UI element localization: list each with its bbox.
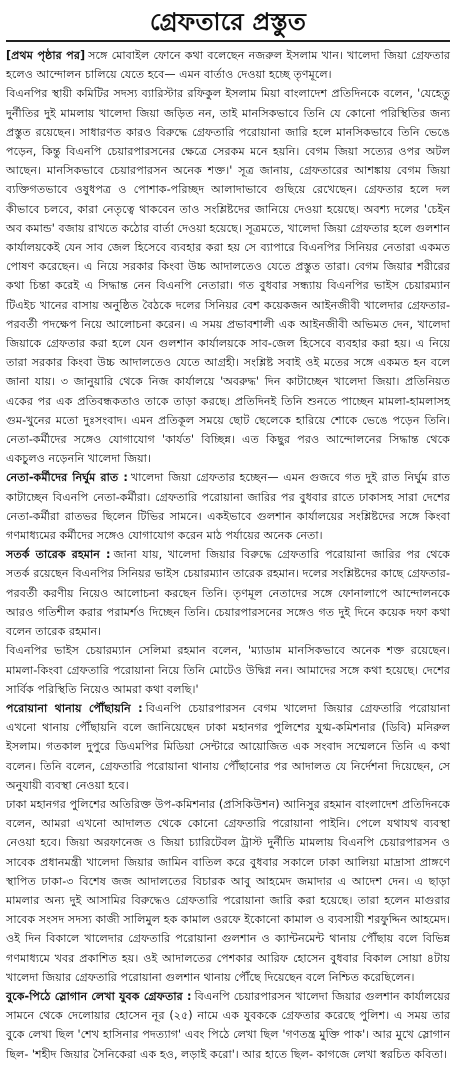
paragraph-text: জানা যায়, খালেদা জিয়ার বিরুদ্ধে গ্রেফতারি পরোয়ানা জারির পর থেকে সতর্ক রয়েছেন বিএনপির সিনিয়র ভাইস চেয়ারম্যান তারেক রহমান। দলের সংশ্লিষ্টদের কাছে গ্রেফতার-পরবর্তী করণীয় নিয়েও আলোচনা করছেন তিনি। তৃণমূল নেতাদের সঙ্গে ফোনালাপে আন্দোলনকে আরও গতিশীল করার পরামর্শও দিচ্ছেন তিনি। চেয়ারপারসনের সঙ্গেও গত দুই দিনে কয়েক দফা কথা বলেন তারেক রহমান।	[6, 548, 450, 639]
paragraph-text: বিএনপির ভাইস চেয়ারম্যান সেলিমা রহমান বলেন, 'ম্যাডাম মানসিকভাবে অনেক শক্ত রয়েছেন। মামলা-কিংবা গ্রেফতারি পরোয়ানা নিয়ে তিনি মোটেও উদ্বিগ্ন নন। আমাদের সঙ্গে কথা হয়েছে। দেশের সার্বিক পরিস্থিতি নিয়েও আমরা কথা বলছি।'	[6, 644, 450, 696]
article-body	[6, 46, 450, 1064]
article-paragraph	[6, 699, 450, 795]
article-paragraph	[6, 641, 450, 699]
article-paragraph	[6, 46, 450, 84]
subheading-sleepless-night: নেতা-কর্মীদের নির্ঘুম রাত :	[6, 471, 128, 485]
paragraph-text: সঙ্গে মোবাইল ফোনে কথা বলেছেন নজরুল ইসলাম খান। খালেদা জিয়া গ্রেফতার হলেও আন্দোলন চালিয়ে যেতে হবে— এমন বার্তাও দেওয়া হচ্ছে তৃণমূলে।	[6, 49, 450, 82]
paragraph-text: খালেদা জিয়া গ্রেফতার হচ্ছেন— এমন গুজবে গত দুই রাত নির্ঘুম রাত কাটাচ্ছেন বিএনপি নেতা-কর্মীরা। গ্রেফতারি পরোয়ানা জারির পর বুধবার রাতে ঢাকাসহ সারা দেশের নেতা-কর্মীরা রাতভর ছিলেন টিভির সামনে। একইভাবে গুলশান কার্যালয়ের সংশ্লিষ্টদের সঙ্গে কিংবা গণমাধ্যমের কর্মীদের সঙ্গেও যোগাযোগ করেন মাঠ পর্যায়ের অনেক নেতা।	[6, 471, 450, 543]
article-headline: গ্রেফতারে প্রস্তুত	[149, 8, 307, 36]
subheading-tarique-alert: সতর্ক তারেক রহমান :	[6, 548, 111, 562]
paragraph-text: বিএনপির স্থায়ী কমিটির সদস্য ব্যারিস্টার রফিকুল ইসলাম মিয়া বাংলাদেশ প্রতিদিনকে বলেন, 'যেহেতু দুর্নীতির দুই মামলায় খালেদা জিয়া জড়িত নন, তাই মানসিকভাবে তিনি যে কোনো পরিস্থিতির জন্য প্রস্তুত রয়েছেন। সাধারণত কারও বিরুদ্ধে গ্রেফতারি পরোয়ানা জারি হলে মানসিকভাবে তিনি ভেঙে পড়েন, কিন্তু বিএনপি চেয়ারপারসনের ক্ষেত্রে সেরকম মনে হয়নি। বেগম জিয়া সত্যের ওপর অটল আছেন। মানসিকভাবে চেয়ারপারসন অনেক শক্ত।' সূত্র জানায়, গ্রেফতারের আশঙ্কায় বেগম জিয়া ব্যক্তিগতভাবে ওষুধপত্র ও পোশাক-পরিচ্ছদ আলাদাভাবে গুছিয়ে রেখেছেন। গ্রেফতার হলে দল কীভাবে চলবে, কারা নেতৃত্বে থাকবেন তাও সংশ্লিষ্টদের জানিয়ে দেওয়া হয়েছে। অবশ্য দলের 'চেইন অব কমান্ড' বজায় রাখতে কঠোর বার্তা দেওয়া হয়েছে। সূত্রমতে, খালেদা জিয়া গ্রেফতার হলে গুলশান কার্যালয়কেই যেন সাব জেল হিসেবে ব্যবহার করা হয় সে ব্যাপারে বিএনপির সিনিয়র নেতারা একমত পোষণ করেছেন। এ নিয়ে সরকার কিংবা উচ্চ আদালতেও যেতে প্রস্তুত তারা। বেগম জিয়ার শরীরের কথা চিন্তা করেই এ সিদ্ধান্ত নেন বিএনপি নেতারা। গত বুধবার সন্ধ্যায় বিএনপির ভাইস চেয়ারম্যান টিএইচ খানের বাসায় অনুষ্ঠিত বৈঠকে দলের সিনিয়র বেশ কয়েকজন আইনজীবী খালেদার গ্রেফতার-পরবর্তী পদক্ষেপ নিয়ে আলোচনা করেন। এ সময় প্রভাবশালী এক আইনজীবী অভিমত দেন, খালেদা জিয়াকে গ্রেফতার করা হলে যেন গুলশান কার্যালয়কে সাব-জেল হিসেবে ব্যবহার করা হয়। এ নিয়ে তারা সরকার কিংবা উচ্চ আদালতেও যেতে আগ্রহী। সংশ্লিষ্ট সবাই ওই মতের সঙ্গে একমত হন বলে জানা যায়। ৩ জানুয়ারি থেকে নিজ কার্যালয়ে 'অবরুদ্ধ' দিন কাটাচ্ছেন খালেদা জিয়া। প্রতিনিয়ত একের পর এক প্রতিবন্ধকতাও তাকে তাড়া করছে। প্রতিদিনই তিনি শুনতে পাচ্ছেন মামলা-হামলাসহ গুম-খুনের মতো দুঃসংবাদ। এমন প্রতিকূল সময়ে ছোট ছেলেকে হারিয়ে শোকে ভেঙে পড়েন তিনি। নেতা-কর্মীদের সঙ্গেও যোগাযোগ 'কার্যত' বিচ্ছিন্ন। এত কিছুর পরও আন্দোলনের সিদ্ধান্ত থেকে একচুলও নড়েননি খালেদা জিয়া।	[6, 87, 450, 466]
subheading-youth-arrested: বুকে-পিঠে স্লোগান লেখা যুবক গ্রেফতার :	[6, 989, 192, 1003]
headline-divider	[6, 40, 450, 42]
article-paragraph	[6, 795, 450, 987]
paragraph-text: বিএনপি চেয়ারপারসন খালেদা জিয়ার গুলশান কার্যালয়ের সামনে থেকে দেলোয়ার হোসেন নূর (২৫) নামে এক যুবককে গ্রেফতার করেছে পুলিশ। এ সময় তার বুকে লেখা ছিল 'শেখ হাসিনার পদত্যাগ' এবং পিঠে লেখা ছিল 'গণতন্ত্র মুক্তি পাক'। আর মুখে স্লোগান ছিল- 'শহীদ জিয়ার সৈনিকেরা এক হও, লড়াই করো'। আর হাতে ছিল- কাগজে লেখা স্বরচিত কবিতা।	[6, 989, 450, 1061]
article-paragraph	[6, 987, 450, 1064]
article-paragraph	[6, 468, 450, 545]
paragraph-text: বিএনপি চেয়ারপারসন বেগম খালেদা জিয়ার গ্রেফতারি পরোয়ানা এখনো থানায় পৌঁছায়নি বলে জানিয়েছেন ঢাকা মহানগর পুলিশের যুগ্ম-কমিশনার (ডিবি) মনিরুল ইসলাম। গতকাল দুপুরে ডিএমপির মিডিয়া সেন্টারে আয়োজিত এক সংবাদ সম্মেলনে তিনি এ কথা বলেন। তিনি বলেন, গ্রেফতারি পরোয়ানা থানায় পৌঁছানোর পর আদালত যে নির্দেশনা দিয়েছেন, সে অনুযায়ী ব্যবস্থা নেওয়া হবে।	[6, 701, 450, 792]
subheading-warrant-not-reached: পরোয়ানা থানায় পৌঁছায়নি :	[6, 701, 143, 715]
continuation-marker: [প্রথম পৃষ্ঠার পর]	[6, 49, 86, 62]
article-paragraph	[6, 84, 450, 468]
paragraph-text: ঢাকা মহানগর পুলিশের অতিরিক্ত উপ-কমিশনার (প্রসিকিউশন) আনিসুর রহমান বাংলাদেশ প্রতিদিনকে বলেন, আমরা এখনো আদালত থেকে কোনো গ্রেফতারি পরোয়ানা পাইনি। পেলে যথাযথ ব্যবস্থা নেওয়া হবে। জিয়া অরফানেজ ও জিয়া চ্যারিটেবল ট্রাস্ট দুর্নীতি মামলায় বিএনপি চেয়ারপারসন ও সাবেক প্রধানমন্ত্রী খালেদা জিয়ার জামিন বাতিল করে বুধবার সকালে ঢাকা আলিয়া মাদ্রাসা প্রাঙ্গণে স্থাপিত ঢাকা-৩ বিশেষ জজ আদালতের বিচারক আবু আহমেদ জমাদার এ আদেশ দেন। এ ছাড়া মামলার অন্য দুই আসামির বিরুদ্ধেও গ্রেফতারি পরোয়ানা জারি করা হয়েছে। তারা হলেন মাগুরার সাবেক সংসদ সদস্য কাজী সালিমুল হক কামাল ওরফে ইকোনো কামাল ও ব্যবসায়ী শরফুদ্দিন আহমেদ। ওই দিন বিকালে খালেদার গ্রেফতারি পরোয়ানা গুলশান ও ক্যান্টনমেন্ট থানায় পৌঁছায় বলে বিভিন্ন গণমাধ্যমে খবর প্রকাশিত হয়। ওই আদালতের পেশকার আরিফ হোসেন বুধবার বিকাল সোয়া ৪টায় খালেদা জিয়ার গ্রেফতারি পরোয়ানা গুলশান থানায় পৌঁছে দিয়েছেন বলে নিশ্চিত করেছিলেন।	[6, 797, 450, 984]
article-paragraph	[6, 545, 450, 641]
